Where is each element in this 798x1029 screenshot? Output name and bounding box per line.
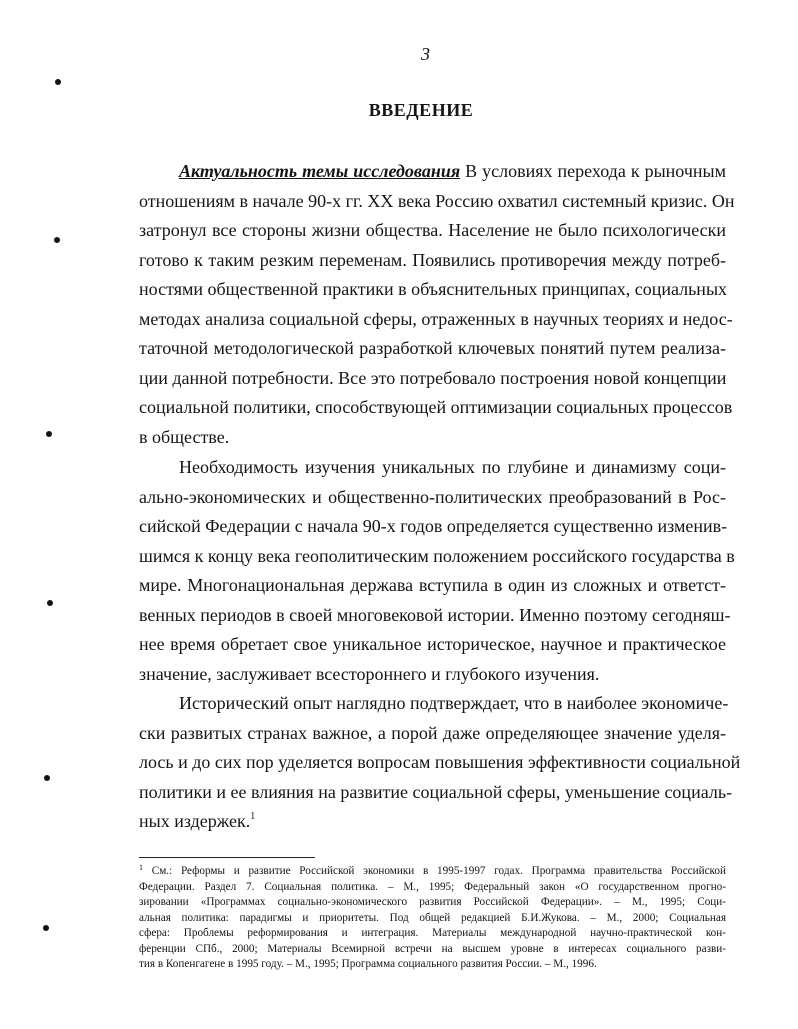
paragraph-line: нее время обретает свое уникальное историческое, научное и практическое [139,634,726,654]
paragraph-line: Актуальность темы исследования В условиях перехода к рыночным [179,161,726,181]
paragraph-line: лось и до сих пор уделяется вопросам повышения эффективности социальной [139,752,741,772]
paragraph-line: отношениям в начале 90-х гг. XX века Россию охватил системный кризис. Он [139,190,735,211]
footnote-line: зировании «Программах социально-экономического развития Российской Федерации». – М., 1995; Соци- [139,896,726,908]
scan-hole-mark [44,775,50,781]
footnote [139,864,726,973]
paragraph-line: венных периодов в своей многовековой истории. Именно поэтому сегодняш- [139,604,731,625]
paragraph-line: Необходимость изучения уникальных по глубине и динамизму соци- [179,457,726,477]
paragraph-line: сийской Федерации с начала 90-х годов определяется существенно изменив- [139,516,728,536]
paragraph-line: ции данной потребности. Все это потребовало построения новой концепции [139,367,727,388]
paragraph-relevance [139,157,735,452]
page-number: 3 [421,44,430,64]
paragraph-line: методах анализа социальной сферы, отраженных в научных теориях и недос- [139,308,733,329]
page-title: ВВЕДЕНИЕ [368,100,474,120]
paragraph-line: ально-экономических и общественно-политических преобразований в Рос- [139,486,726,507]
paragraph-line: таточной методологической разработкой ключевых понятий путем реализа- [139,338,726,358]
paragraph-historical-experience [139,689,741,837]
paragraph-line: затронул все стороны жизни общества. Население не было психологически [139,220,726,240]
paragraph-necessity [139,453,735,689]
paragraph-line: ных издержек.$^1$ [139,811,256,831]
paragraph-line: политики и ее влияния на развитие социальной сферы, уменьшение социаль- [139,781,733,802]
scan-hole-mark [47,600,53,606]
paragraph-line: социальной политики, способствующей оптимизации социальных процессов [139,397,733,417]
footnote-line: сфера: Проблемы реформирования и интеграция. Материалы международной научно-практической кон- [139,927,726,939]
scan-hole-mark [54,237,60,243]
paragraph-line: в обществе. [139,426,230,447]
paragraph-line: шимся к концу века геополитическим положением российского государства в [139,545,735,566]
paragraph-line: мире. Многонациональная держава вступила в один из сложных и ответст- [139,575,726,595]
paragraph-line: ски развитых странах важное, а порой даже определяющее значение уделя- [139,722,726,743]
section-lead: Актуальность темы исследования [179,161,461,181]
footnote-line: $^1$ См.: Реформы и развитие Российской экономики в 1995-1997 годах. Программа правительства Российской [139,863,727,877]
footnote-line: тия в Копенгагене в 1995 году. – М., 1995; Программа социального развития России. – М., 1996. [139,958,597,970]
paragraph-line: готово к таким резким переменам. Появились противоречия между потреб- [139,249,726,270]
footnote-line: Федерации. Раздел 7. Социальная политика. – М., 1995; Федеральный закон «О государственном прогно- [139,880,726,893]
footnote-marker: 1 [139,863,143,872]
paragraph-line: ностями общественной практики в объяснительных принципах, социальных [139,279,728,299]
footnote-reference: 1 [250,811,256,822]
paragraph-line: Исторический опыт наглядно подтверждает, что в наиболее экономиче- [179,693,729,713]
scan-hole-mark [46,431,52,437]
footnote-line: альная политика: парадигмы и приоритеты. Под общей редакцией Б.И.Жукова. – М., 2000; Социальная [139,911,726,924]
paragraph-line: значение, заслуживает всестороннего и глубокого изучения. [139,663,600,684]
scan-hole-mark [43,925,49,931]
footnote-divider [139,857,315,858]
footnote-line: ференции СПб., 2000; Материалы Всемирной встречи на высшем уровне в интересах социального разви- [139,942,726,955]
scan-hole-mark [55,79,61,85]
